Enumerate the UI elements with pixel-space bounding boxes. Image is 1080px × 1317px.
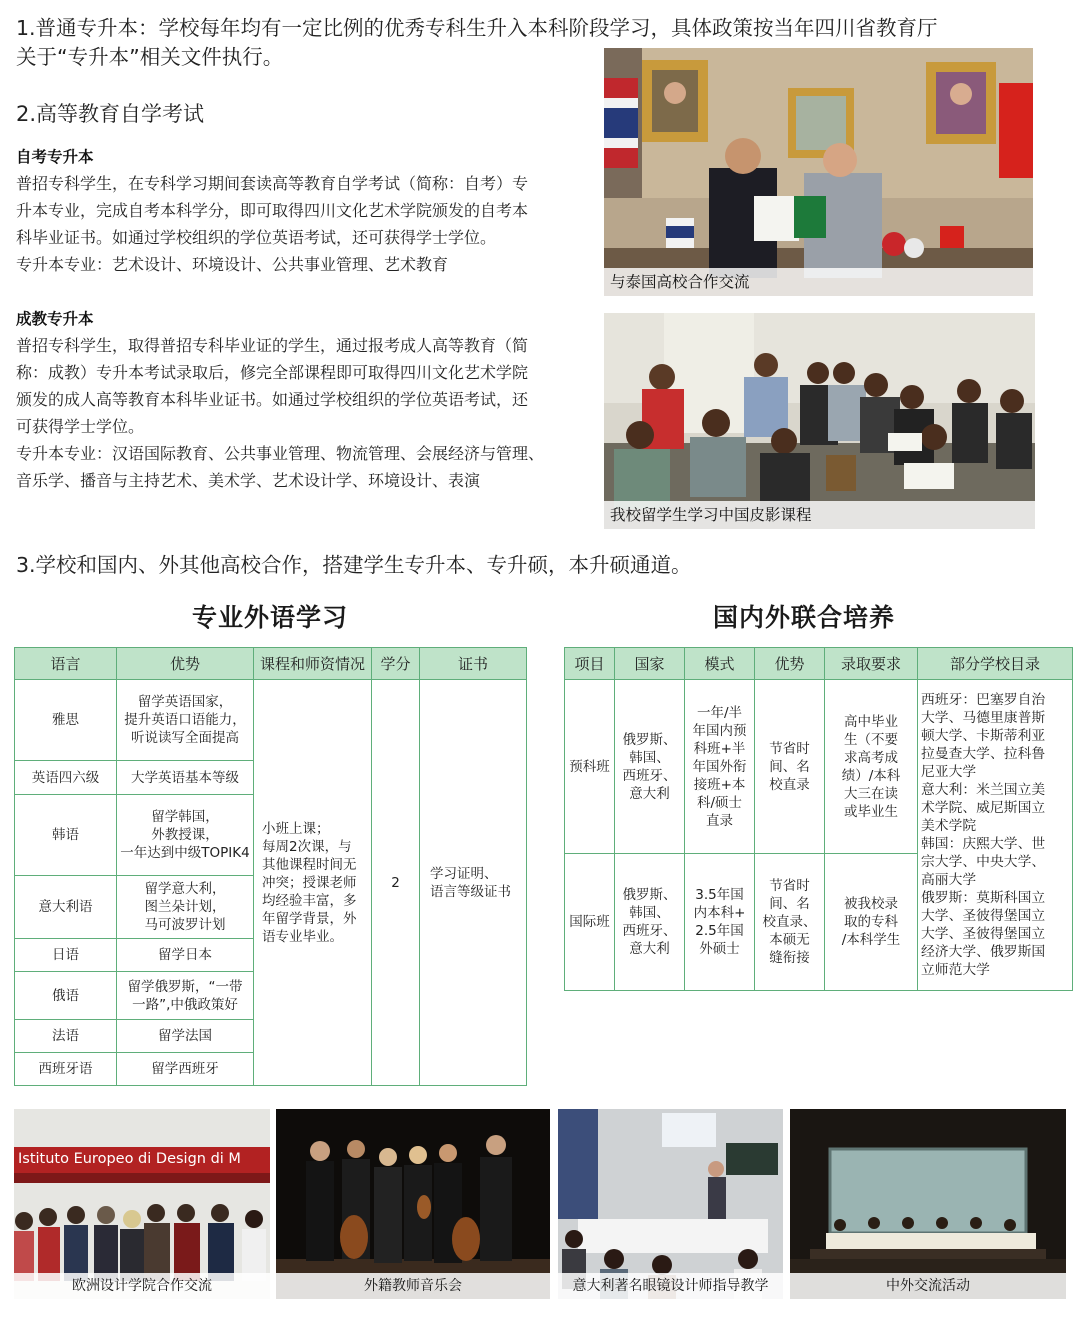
column-header: 项目 xyxy=(565,648,615,680)
project-cell: 国际班 xyxy=(565,854,615,991)
column-header: 语言 xyxy=(15,648,117,680)
language-cell: 西班牙语 xyxy=(15,1053,117,1086)
advantage-cell: 大学英语基本等级 xyxy=(117,761,254,795)
column-header: 国家 xyxy=(615,648,685,680)
photo-shadow-puppet-course xyxy=(604,313,1035,529)
advantage-cell: 留学俄罗斯，“一带 一路”,中俄政策好 xyxy=(117,972,254,1020)
table-header-row xyxy=(565,648,1073,680)
advantage-cell: 留学意大利， 图兰朵计划， 马可波罗计划 xyxy=(117,876,254,939)
advantage-cell: 节省时 间、名 校直录、 本硕无 缝衔接 xyxy=(755,854,825,991)
language-cell: 雅思 xyxy=(15,680,117,761)
column-header: 模式 xyxy=(685,648,755,680)
zikao-paragraph xyxy=(16,170,591,278)
certificate-cell: 学习证明、 语言等级证书 xyxy=(420,680,527,1086)
requirement-cell: 高中毕业 生（不要 求高考成 绩）/本科 大三在读 或毕业生 xyxy=(825,680,918,854)
column-header: 优势 xyxy=(755,648,825,680)
chengjiao-paragraph xyxy=(16,332,591,494)
column-header: 录取要求 xyxy=(825,648,918,680)
country-cell: 俄罗斯、 韩国、 西班牙、 意大利 xyxy=(615,854,685,991)
language-table xyxy=(14,647,527,1086)
institute-sign: Istituto Europeo di Design di M xyxy=(18,1151,241,1167)
joint-training-table xyxy=(564,647,1073,991)
photo-caption: 欧洲设计学院合作交流 xyxy=(14,1273,270,1299)
photo-exchange-activity xyxy=(790,1109,1066,1299)
column-header: 部分学校目录 xyxy=(918,648,1073,680)
photo-caption: 中外交流活动 xyxy=(790,1273,1066,1299)
column-header: 学分 xyxy=(372,648,420,680)
zikao-line: 科毕业证书。如通过学校组织的学位英语考试，还可获得学士学位。 xyxy=(16,228,497,247)
mode-cell: 一年/半 年国内预 科班+半 年国外衔 接班+本 科/硕士 直录 xyxy=(685,680,755,854)
language-cell: 英语四六级 xyxy=(15,761,117,795)
language-cell: 日语 xyxy=(15,939,117,972)
credit-cell: 2 xyxy=(372,680,420,1086)
advantage-cell: 留学日本 xyxy=(117,939,254,972)
photo-thailand-image xyxy=(604,48,1033,296)
photo-caption: 与泰国高校合作交流 xyxy=(604,268,1033,296)
advantage-cell: 节省时 间、名 校直录 xyxy=(755,680,825,854)
photo-caption: 外籍教师音乐会 xyxy=(276,1273,550,1299)
table-header-row xyxy=(15,648,527,680)
table-row xyxy=(15,680,527,761)
photo-caption: 我校留学生学习中国皮影课程 xyxy=(604,501,1035,529)
advantage-cell: 留学西班牙 xyxy=(117,1053,254,1086)
photo-eyewear-designer-teaching xyxy=(558,1109,783,1299)
chengjiao-majors: 专升本专业：汉语国际教育、公共事业管理、物流管理、会展经济与管理、 xyxy=(16,444,545,463)
column-header: 优势 xyxy=(117,648,254,680)
column-header: 证书 xyxy=(420,648,527,680)
zikao-line: 升本专业，完成自考本科学分，即可取得四川文化艺术学院颁发的自考本 xyxy=(16,201,529,220)
advantage-cell: 留学韩国， 外教授课， 一年达到中级TOPIK4 xyxy=(117,795,254,876)
project-cell: 预科班 xyxy=(565,680,615,854)
joint-training-title: 国内外联合培养 xyxy=(712,603,895,632)
photo-concert-image xyxy=(276,1109,550,1299)
chengjiao-title: 成教专升本 xyxy=(16,310,94,328)
advantage-cell: 留学法国 xyxy=(117,1020,254,1053)
photo-stage-image xyxy=(790,1109,1066,1299)
chengjiao-majors: 音乐学、播音与主持艺术、美术学、艺术设计学、环境设计、表演 xyxy=(16,471,481,490)
photo-classroom-image xyxy=(558,1109,783,1299)
photo-foreign-teacher-concert xyxy=(276,1109,550,1299)
section-1-line-1: 1.普通专升本：学校每年均有一定比例的优秀专科生升入本科阶段学习，具体政策按当年四川省教育厅 xyxy=(16,16,938,40)
mode-cell: 3.5年国 内本科+ 2.5年国 外硕士 xyxy=(685,854,755,991)
photo-caption: 意大利著名眼镜设计师指导教学 xyxy=(558,1273,783,1299)
zikao-title: 自考专升本 xyxy=(16,148,94,166)
school-list-cell: 西班牙：巴塞罗自治 大学、马德里康普斯 顿大学、卡斯蒂利亚 拉曼查大学、拉科鲁 尼亚大学 意大利：米兰国立美 术学院、威尼斯国立 美术学院 韩国：庆熙大学、世 宗大学、中央大学、 高丽大学 俄罗斯：莫斯科国立 大学、圣彼得堡国立 大学、圣彼得堡国立 经济大学、俄罗斯国 立师范大学 xyxy=(918,680,1073,991)
chengjiao-line: 颁发的成人高等教育本科毕业证书。如通过学校组织的学位英语考试，还 xyxy=(16,390,529,409)
chengjiao-line: 可获得学士学位。 xyxy=(16,417,145,436)
chengjiao-line: 普招专科学生，取得普招专科毕业证的学生，通过报考成人高等教育（简 xyxy=(16,336,529,355)
photo-thailand-cooperation xyxy=(604,48,1033,296)
language-cell: 法语 xyxy=(15,1020,117,1053)
course-cell: 小班上课； 每周2次课，与 其他课程时间无 冲突；授课老师 均经验丰富，多 年留学背景，外 语专业毕业。 xyxy=(254,680,372,1086)
advantage-cell: 留学英语国家， 提升英语口语能力， 听说读写全面提高 xyxy=(117,680,254,761)
language-cell: 俄语 xyxy=(15,972,117,1020)
zikao-majors: 专升本专业：艺术设计、环境设计、公共事业管理、艺术教育 xyxy=(16,255,449,274)
photo-students-image xyxy=(604,313,1035,529)
zikao-line: 普招专科学生，在专科学习期间套读高等教育自学考试（简称：自考）专 xyxy=(16,174,529,193)
section-2-heading: 2.高等教育自学考试 xyxy=(16,102,205,126)
column-header: 课程和师资情况 xyxy=(254,648,372,680)
language-cell: 意大利语 xyxy=(15,876,117,939)
language-cell: 韩语 xyxy=(15,795,117,876)
table-row xyxy=(565,680,1073,854)
chengjiao-line: 称：成教）专升本考试录取后，修完全部课程即可取得四川文化艺术学院 xyxy=(16,363,529,382)
section-1-line-2: 关于“专升本”相关文件执行。 xyxy=(16,45,284,69)
section-3-heading: 3.学校和国内、外其他高校合作，搭建学生专升本、专升硕，本升硕通道。 xyxy=(16,553,692,577)
country-cell: 俄罗斯、 韩国、 西班牙、 意大利 xyxy=(615,680,685,854)
photo-european-design-institute xyxy=(14,1109,270,1299)
requirement-cell: 被我校录 取的专科 /本科学生 xyxy=(825,854,918,991)
photo-design-institute-image xyxy=(14,1109,270,1299)
language-table-title: 专业外语学习 xyxy=(191,603,348,632)
